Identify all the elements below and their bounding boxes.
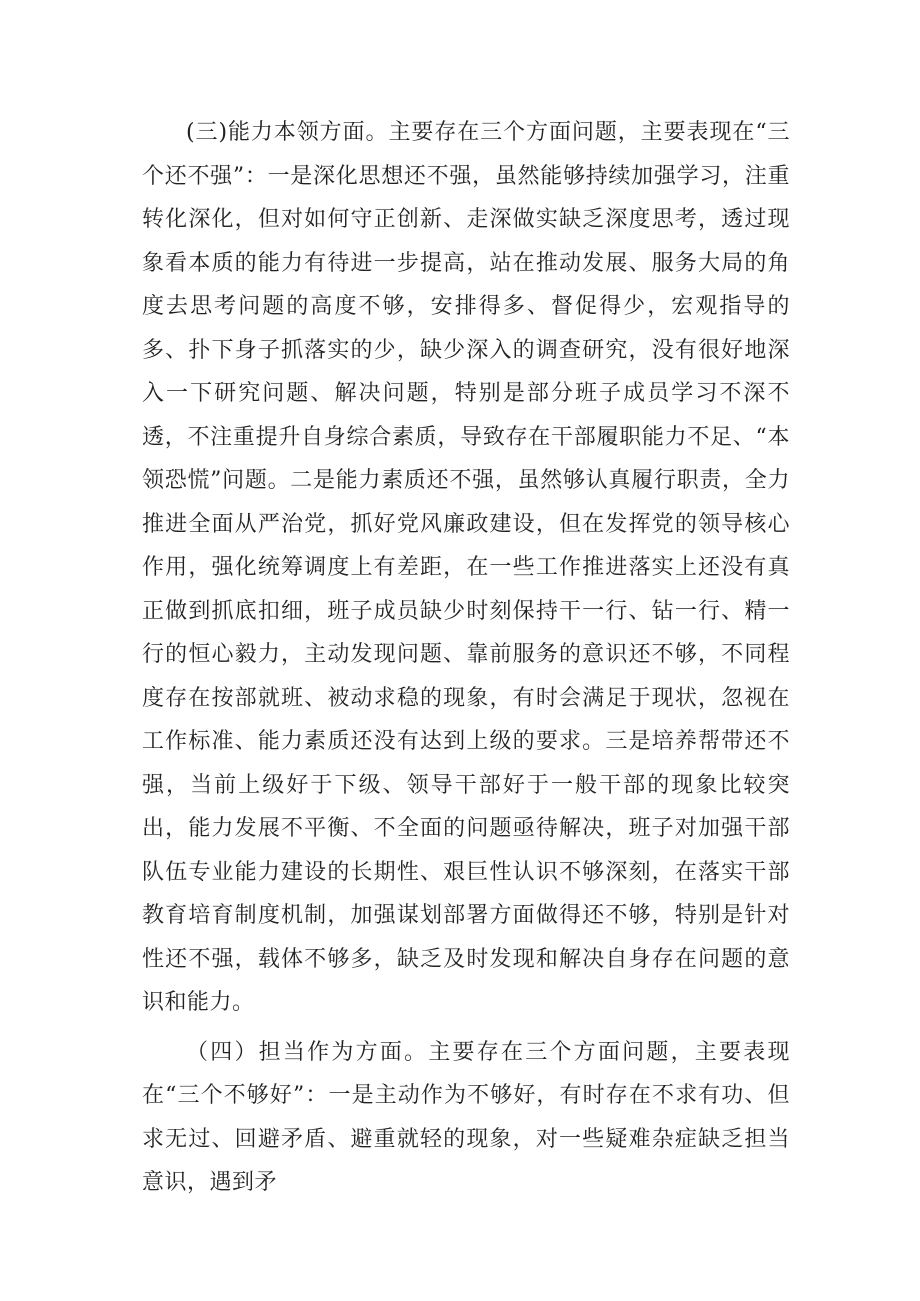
document-body	[142, 111, 790, 1205]
paragraph-responsibility: （四）担当作为方面。主要存在三个方面问题，主要表现在“三个不够好”：一是主动作为不够好，有时存在不求有功、但求无过、回避矛盾、避重就轻的现象，对一些疑难杂症缺乏担当意识，遇到矛	[142, 1039, 790, 1195]
paragraph-ability: (三)能力本领方面。主要存在三个方面问题，主要表现在“三个还不强”：一是深化思想还不强，虽然能够持续加强学习，注重转化深化，但对如何守正创新、走深做实缺乏深度思考，透过现象看本质的能力有待进一步提高，站在推动发展、服务大局的角度去思考问题的高度不够，安排得多、督促得少，宏观指导的多、扑下身子抓落实的少，缺少深入的调查研究，没有很好地深入一下研究问题、解决问题，特别是部分班子成员学习不深不透，不注重提升自身综合素质，导致存在干部履职能力不足、“本领恐慌”问题。二是能力素质还不强，虽然够认真履行职责，全力推进全面从严治党，抓好党风廉政建设，但在发挥党的领导核心作用，强化统筹调度上有差距，在一些工作推进落实上还没有真正做到抓底扣细，班子成员缺少时刻保持干一行、钻一行、精一行的恒心毅力，主动发现问题、靠前服务的意识还不够，不同程度存在按部就班、被动求稳的现象，有时会满足于现状，忽视在工作标准、能力素质还没有达到上级的要求。三是培养帮带还不强，当前上级好于下级、领导干部好于一般干部的现象比较突出，能力发展不平衡、不全面的问题亟待解决，班子对加强干部队伍专业能力建设的长期性、艰巨性认识不够深刻，在落实干部教育培育制度机制，加强谋划部署方面做得还不够，特别是针对性还不强，载体不够多，缺乏及时发现和解决自身存在问题的意识和能力。	[142, 120, 790, 1015]
